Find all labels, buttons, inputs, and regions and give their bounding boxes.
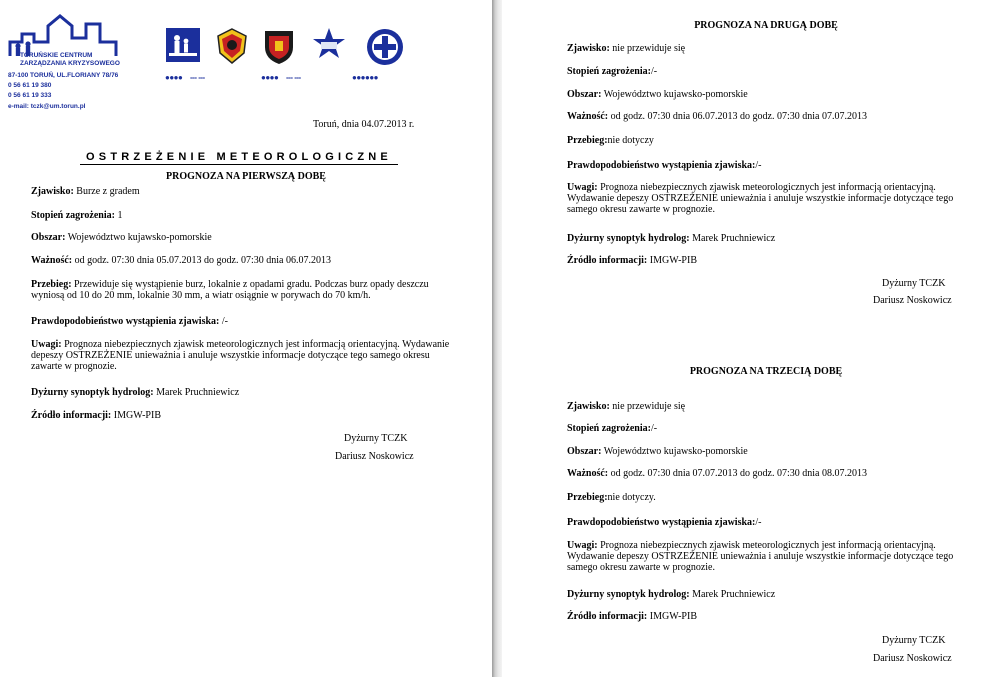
- day2-uwagi-value: Prognoza niebezpiecznych zjawisk meteorologicznych jest informacją orientacyjną. Wydawanie depeszy OSTRZEŻENIE unieważnia i anuluje wszystkie informacje dotyczące tego samego okresu zawarte w prognozie.: [567, 182, 954, 215]
- emblem-dashes-1: ‑‑‑ ‑‑‑: [190, 73, 205, 82]
- day1-zrodlo: [31, 410, 161, 422]
- org-email: e-mail: tczk@um.torun.pl: [8, 103, 86, 110]
- day3-zrodlo-label: Źródło informacji:: [567, 611, 648, 622]
- day2-przebieg: [567, 135, 654, 147]
- day1-signature-role: Dyżurny TCZK: [344, 433, 408, 444]
- day3-prawd-label: Prawdopodobieństwo wystąpienia zjawiska:: [567, 517, 756, 528]
- day3-obszar: [567, 446, 748, 458]
- day3-zrodlo: [567, 611, 697, 623]
- day2-obszar-value: Województwo kujawsko-pomorskie: [603, 89, 748, 100]
- day3-waznosc-label: Ważność:: [567, 468, 609, 479]
- day3-zjawisko: [567, 401, 685, 413]
- day1-signature-name: Dariusz Noskowicz: [335, 451, 414, 462]
- day3-dyzurny-label: Dyżurny synoptyk hydrolog:: [567, 589, 690, 600]
- family-emblem-icon: [165, 27, 203, 65]
- day1-przebieg-label: Przebieg:: [31, 279, 72, 290]
- day1-waznosc-label: Ważność:: [31, 255, 73, 266]
- day2-zrodlo: [567, 255, 697, 267]
- day2-dyzurny-value: Marek Pruchniewicz: [692, 233, 776, 244]
- day3-prawd-value: /-: [755, 517, 762, 528]
- page-right: [502, 0, 1000, 677]
- day1-uwagi: [31, 339, 463, 372]
- day1-przebieg-value: Przewiduje się wystąpienie burz, lokalnie z opadami gradu. Podczas burz opady deszczu wyniosą od 10 do 20 mm, lokalnie 30 mm, a wiatr osiągnie w porywach do 70 km/h.: [31, 279, 429, 301]
- day2-stopien-value: /-: [650, 66, 658, 77]
- day2-zrodlo-value: IMGW-PIB: [649, 255, 697, 266]
- day2-waznosc-label: Ważność:: [567, 111, 609, 122]
- day2-signature-name: Dariusz Noskowicz: [873, 295, 952, 306]
- day3-stopien: [567, 423, 657, 435]
- day3-obszar-label: Obszar:: [567, 446, 602, 457]
- day2-uwagi-label: Uwagi:: [567, 182, 598, 193]
- day1-stopien: [31, 210, 122, 222]
- day2-przebieg-value: nie dotyczy: [607, 135, 654, 146]
- day2-signature-role: Dyżurny TCZK: [882, 278, 946, 289]
- emblem-dots-2: ●●●●: [261, 73, 279, 82]
- day2-zjawisko: [567, 43, 685, 55]
- day3-waznosc: [567, 468, 867, 480]
- day1-waznosc-value: od godz. 07:30 dnia 05.07.2013 do godz. 07:30 dnia 06.07.2013: [74, 255, 331, 266]
- day1-uwagi-value: Prognoza niebezpiecznych zjawisk meteorologicznych jest informacją orientacyjną. Wydawanie depeszy OSTRZEŻENIE unieważnia i anuluje wszystkie informacje dotyczące tego samego okresu zawarte w prognozie.: [31, 339, 450, 372]
- police-emblem-icon: [311, 27, 349, 65]
- emblem-dots-1: ●●●●: [165, 73, 183, 82]
- day2-zrodlo-label: Źródło informacji:: [567, 255, 648, 266]
- day3-uwagi-label: Uwagi:: [567, 540, 598, 551]
- org-phone-1: 0 56 61 19 380: [8, 82, 52, 89]
- fire-service-emblem-icon: [214, 27, 252, 65]
- day3-zrodlo-value: IMGW-PIB: [649, 611, 697, 622]
- day1-obszar: [31, 232, 212, 244]
- org-name-line2: ZARZĄDZANIA KRYZYSOWEGO: [20, 60, 120, 67]
- day1-heading: PROGNOZA NA PIERWSZĄ DOBĘ: [166, 171, 326, 182]
- day2-prawdopodobienstwo: [567, 160, 761, 172]
- org-name-line1: TORUŃSKIE CENTRUM: [20, 52, 93, 59]
- day1-dyzurny: [31, 387, 239, 399]
- day3-dyzurny-value: Marek Pruchniewicz: [692, 589, 776, 600]
- org-address: 87-100 TORUŃ, UL.FLORIANY 78/76: [8, 72, 119, 79]
- day1-zrodlo-value: IMGW-PIB: [113, 410, 161, 421]
- page-gutter: [492, 0, 502, 677]
- day3-waznosc-value: od godz. 07:30 dnia 07.07.2013 do godz. 07:30 dnia 08.07.2013: [610, 468, 867, 479]
- day3-przebieg: [567, 492, 656, 504]
- emblem-dots-3: ●●●●●●: [352, 73, 378, 82]
- day1-prawd-label: Prawdopodobieństwo wystąpienia zjawiska:: [31, 316, 220, 327]
- document-title: OSTRZEŻENIE METEOROLOGICZNE: [80, 151, 398, 165]
- day2-waznosc: [567, 111, 867, 123]
- day3-obszar-value: Województwo kujawsko-pomorskie: [603, 446, 748, 457]
- page-left: [0, 0, 492, 677]
- day3-przebieg-value: nie dotyczy.: [607, 492, 656, 503]
- day3-heading: PROGNOZA NA TRZECIĄ DOBĘ: [689, 366, 843, 377]
- day1-obszar-value: Województwo kujawsko-pomorskie: [67, 232, 212, 243]
- org-phone-2: 0 56 61 19 333: [8, 92, 52, 99]
- day2-prawd-label: Prawdopodobieństwo wystąpienia zjawiska:: [567, 160, 756, 171]
- day3-zjawisko-value: nie przewiduje się: [612, 401, 686, 412]
- day3-stopien-label: Stopień zagrożenia:: [567, 423, 651, 434]
- tczk-logo: [8, 12, 158, 116]
- day3-signature-name: Dariusz Noskowicz: [873, 653, 952, 664]
- day2-zjawisko-label: Zjawisko:: [567, 43, 610, 54]
- day2-stopien-label: Stopień zagrożenia:: [567, 66, 651, 77]
- day1-zjawisko-value: Burze z gradem: [76, 186, 140, 197]
- day1-zrodlo-label: Źródło informacji:: [31, 410, 112, 421]
- day1-prawdopodobienstwo: [31, 316, 228, 328]
- day3-signature-role: Dyżurny TCZK: [882, 635, 946, 646]
- day2-uwagi: [567, 182, 967, 215]
- day2-heading: PROGNOZA NA DRUGĄ DOBĘ: [694, 20, 838, 31]
- ambulance-emblem-icon: [365, 27, 403, 65]
- emblem-dashes-2: ‑‑‑ ‑‑‑: [286, 73, 301, 82]
- day1-zjawisko: [31, 186, 140, 198]
- day3-stopien-value: /-: [650, 423, 658, 434]
- day3-dyzurny: [567, 589, 775, 601]
- day2-waznosc-value: od godz. 07:30 dnia 06.07.2013 do godz. 07:30 dnia 07.07.2013: [610, 111, 867, 122]
- day1-zjawisko-label: Zjawisko:: [31, 186, 74, 197]
- day2-obszar: [567, 89, 748, 101]
- day2-dyzurny: [567, 233, 775, 245]
- day3-uwagi: [567, 540, 967, 573]
- day1-stopien-label: Stopień zagrożenia:: [31, 210, 115, 221]
- municipal-guard-emblem-icon: [261, 27, 299, 65]
- day1-prawd-value: /-: [221, 316, 228, 327]
- day2-przebieg-label: Przebieg:: [567, 135, 608, 146]
- day1-przebieg: [31, 279, 463, 301]
- day3-zjawisko-label: Zjawisko:: [567, 401, 610, 412]
- day2-zjawisko-value: nie przewiduje się: [612, 43, 686, 54]
- day3-przebieg-label: Przebieg:: [567, 492, 608, 503]
- day1-obszar-label: Obszar:: [31, 232, 66, 243]
- day2-prawd-value: /-: [755, 160, 762, 171]
- day1-uwagi-label: Uwagi:: [31, 339, 62, 350]
- day3-uwagi-value: Prognoza niebezpiecznych zjawisk meteorologicznych jest informacją orientacyjną. Wydawanie depeszy OSTRZEŻENIE unieważnia i anuluje wszystkie informacje dotyczące tego samego okresu zawarte w prognozie.: [567, 540, 954, 573]
- day1-stopien-value: 1: [117, 210, 123, 221]
- day2-stopien: [567, 66, 657, 78]
- day1-dyzurny-value: Marek Pruchniewicz: [156, 387, 240, 398]
- day2-obszar-label: Obszar:: [567, 89, 602, 100]
- day3-prawdopodobienstwo: [567, 517, 761, 529]
- day1-waznosc: [31, 255, 331, 267]
- day1-dyzurny-label: Dyżurny synoptyk hydrolog:: [31, 387, 154, 398]
- city-date: Toruń, dnia 04.07.2013 r.: [313, 119, 415, 130]
- day2-dyzurny-label: Dyżurny synoptyk hydrolog:: [567, 233, 690, 244]
